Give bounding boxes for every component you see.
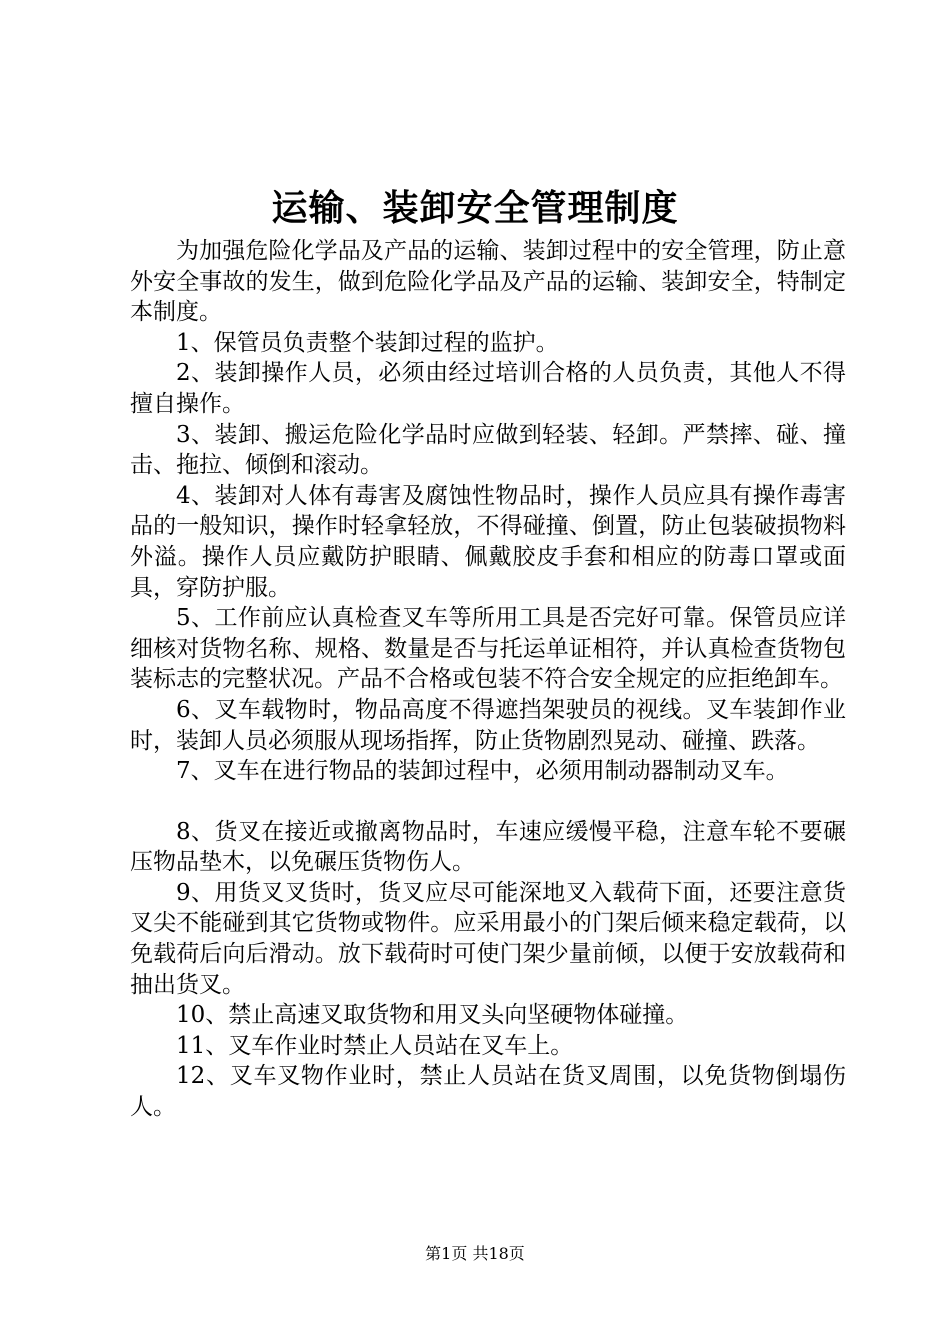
rule-item-7: 7、叉车在进行物品的装卸过程中，必须用制动器制动叉车。 — [176, 758, 789, 785]
rule-item-1: 1、保管员负责整个装卸过程的监护。 — [176, 329, 559, 356]
document-title: 运输、装卸安全管理制度 — [271, 187, 679, 229]
rule-item-10: 10、禁止高速叉取货物和用叉头向坚硬物体碰撞。 — [176, 1002, 689, 1029]
rule-item-12: 12、叉车叉物作业时，禁止人员站在货叉周围，以免货物倒塌伤人。 — [130, 1063, 846, 1121]
rule-item-4: 4、装卸对人体有毒害及腐蚀性物品时，操作人员应具有操作毒害品的一般知识，操作时轻拿轻放，不得碰撞、倒置，防止包装破损物料外溢。操作人员应戴防护眼睛、佩戴胶皮手套和相应的防毒口罩或面具，穿防护服。 — [130, 482, 846, 601]
rule-item-5: 5、工作前应认真检查叉车等所用工具是否完好可靠。保管员应详细核对货物名称、规格、数量是否与托运单证相符，并认真检查货物包装标志的完整状况。产品不合格或包装不符合安全规定的应拒绝卸车。 — [130, 605, 846, 693]
intro-paragraph: 为加强危险化学品及产品的运输、装卸过程中的安全管理，防止意外安全事故的发生，做到危险化学品及产品的运输、装卸安全，特制定本制度。 — [130, 238, 846, 326]
rule-item-8: 8、货叉在接近或撤离物品时，车速应缓慢平稳，注意车轮不要碾压物品垫木，以免碾压货物伤人。 — [130, 818, 846, 876]
rule-item-9: 9、用货叉叉货时，货叉应尽可能深地叉入载荷下面，还要注意货叉尖不能碰到其它货物或物件。应采用最小的门架后倾来稳定载荷，以免载荷后向后滑动。放下载荷时可使门架少量前倾，以便于安放载荷和抽出货叉。 — [130, 879, 846, 998]
rule-item-3: 3、装卸、搬运危险化学品时应做到轻装、轻卸。严禁摔、碰、撞击、拖拉、倾倒和滚动。 — [130, 421, 846, 479]
rule-item-6: 6、叉车载物时，物品高度不得遮挡架驶员的视线。叉车装卸作业时，装卸人员必须服从现场指挥，防止货物剧烈晃动、碰撞、跌落。 — [130, 696, 846, 754]
rule-item-11: 11、叉车作业时禁止人员站在叉车上。 — [176, 1032, 574, 1059]
document-body — [130, 236, 846, 1123]
rule-item-2: 2、装卸操作人员，必须由经过培训合格的人员负责，其他人不得擅自操作。 — [130, 360, 846, 417]
page-footer: 第1页 共18页 — [425, 1244, 525, 1263]
